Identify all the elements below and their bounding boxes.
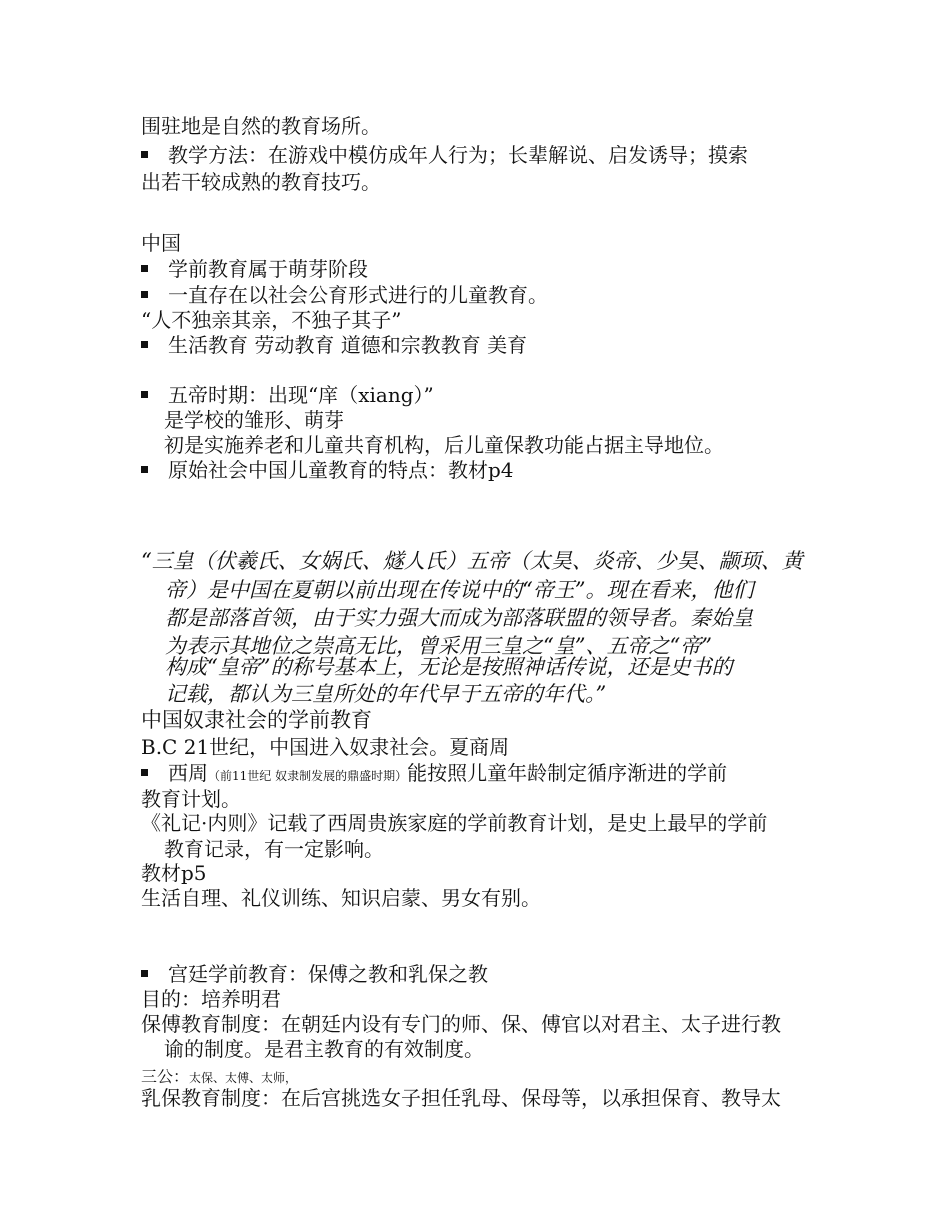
square-bullet-icon <box>141 391 148 398</box>
quote-block-line: 记载，都认为三皇所处的年代早于五帝的年代。” <box>165 682 607 706</box>
text-line: 乳保教育制度：在后宫挑选女子担任乳母、保母等，以承担保育、教导太 <box>141 1086 781 1110</box>
text-line: 教育计划。 <box>141 787 241 811</box>
text-line: 教育记录，有一定影响。 <box>164 837 384 861</box>
quote-block-line: 为表示其地位之崇高无比，曾采用三皇之“皇”、五帝之“帝” <box>165 634 712 658</box>
text-line: 围驻地是自然的教育场所。 <box>141 114 381 138</box>
text-line: 目的：培养明君 <box>141 987 281 1011</box>
quote-line: “人不独亲其亲，不独子其子” <box>141 308 402 332</box>
bullet-item: 一直存在以社会公育形式进行的儿童教育。 <box>141 283 548 307</box>
square-bullet-icon <box>141 341 148 348</box>
square-bullet-icon <box>141 466 148 473</box>
text-line: 出若干较成熟的教育技巧。 <box>141 170 381 194</box>
bullet-item: 生活教育 劳动教育 道德和宗教教育 美育 <box>141 333 527 357</box>
bullet-item: 五帝时期：出现“庠（xiang）” <box>141 383 434 407</box>
bullet-item: 西周（前11世纪 奴隶制发展的鼎盛时期）能按照儿童年龄制定循序渐进的学前 <box>141 761 727 788</box>
bullet-item: 原始社会中国儿童教育的特点：教材p4 <box>141 458 514 482</box>
quote-block-line: 构成“皇帝”的称号基本上，无论是按照神话传说，还是史书的 <box>165 655 733 679</box>
bullet-item: 宫廷学前教育：保傅之教和乳保之教 <box>141 962 488 986</box>
text-line: 生活自理、礼仪训练、知识启蒙、男女有别。 <box>141 886 541 910</box>
square-bullet-icon <box>141 970 148 977</box>
quote-block-line: 帝）是中国在夏朝以前出现在传说中的“帝王”。现在看来，他们 <box>165 578 754 602</box>
square-bullet-icon <box>141 769 148 776</box>
square-bullet-icon <box>141 151 148 158</box>
text-line: 教材p5 <box>141 861 207 885</box>
square-bullet-icon <box>141 291 148 298</box>
text-line: 初是实施养老和儿童共育机构，后儿童保教功能占据主导地位。 <box>164 433 724 457</box>
text-line: 《礼记·内则》记载了西周贵族家庭的学前教育计划，是史上最早的学前 <box>141 811 768 835</box>
bullet-item: 学前教育属于萌芽阶段 <box>141 257 368 281</box>
text-line: 谕的制度。是君主教育的有效制度。 <box>164 1037 484 1061</box>
text-line: B.C 21世纪，中国进入奴隶社会。夏商周 <box>141 735 510 759</box>
bullet-item: 教学方法：在游戏中模仿成年人行为；长辈解说、启发诱导；摸索 <box>141 143 748 167</box>
square-bullet-icon <box>141 265 148 272</box>
quote-block-line: “三皇（伏羲氏、女娲氏、燧人氏）五帝（太昊、炎帝、少昊、颛顼、黄 <box>141 549 803 573</box>
quote-block-line: 都是部落首领，由于实力强大而成为部落联盟的领导者。秦始皇 <box>165 606 753 630</box>
section-heading: 中国奴隶社会的学前教育 <box>141 708 372 732</box>
section-label: 中国 <box>141 231 181 255</box>
text-line: 是学校的雏形、萌芽 <box>164 408 344 432</box>
text-line: 三公：太保、太傅、太师， <box>141 1067 298 1086</box>
text-line: 保傅教育制度：在朝廷内设有专门的师、保、傅官以对君主、太子进行教 <box>141 1012 781 1036</box>
